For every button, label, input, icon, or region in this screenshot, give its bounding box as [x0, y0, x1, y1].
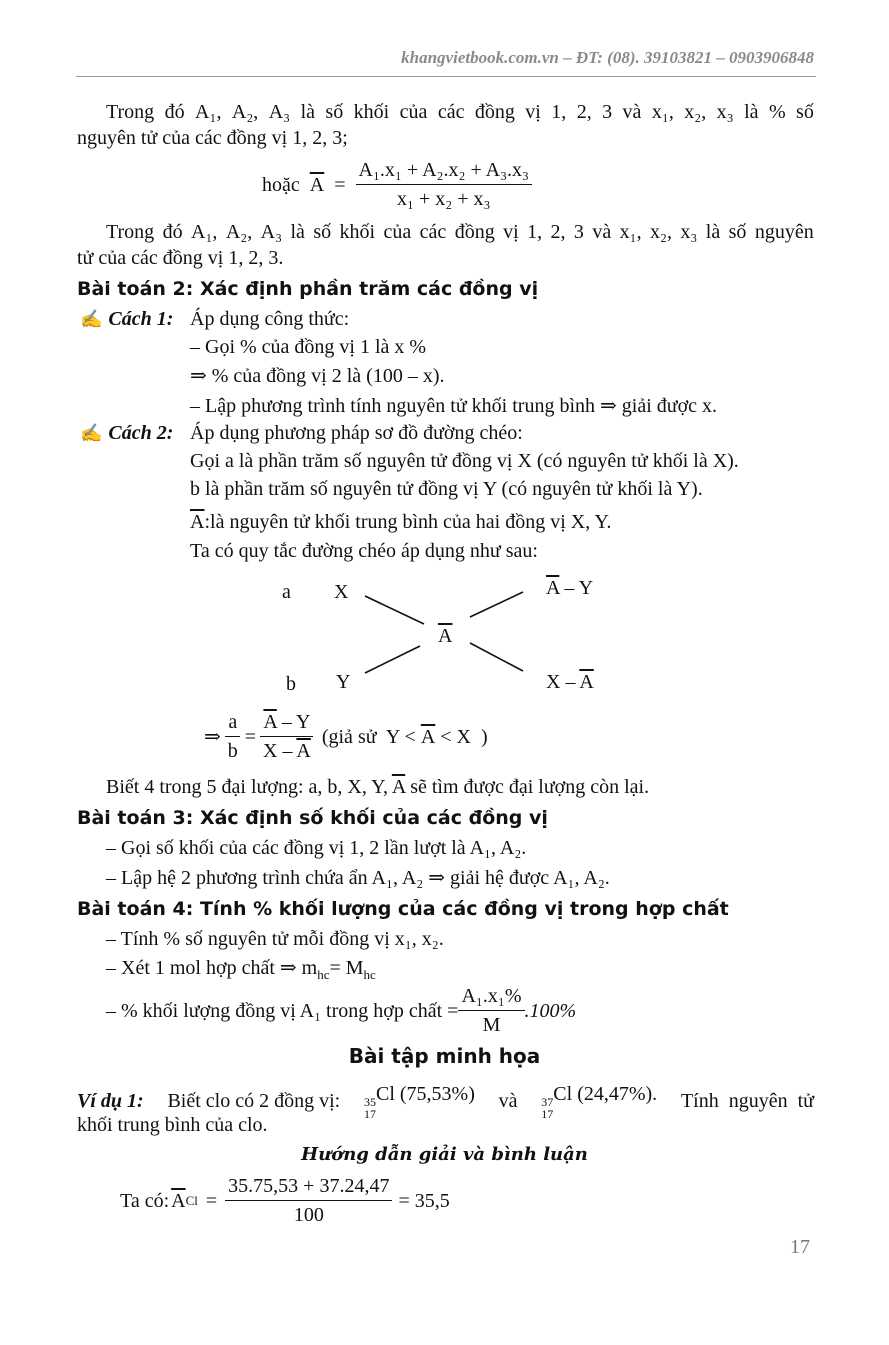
method1-step-2: ⇒ % của đồng vị 2 là (100 – x).	[190, 365, 445, 387]
ratio-rhs: $\frac{\overline{A} - Y}{X - \overline{A}}$	[260, 710, 314, 763]
page-number: 17	[790, 1236, 810, 1258]
mass-percent-fraction: $\frac{\text{A₁.x₁\%}}{M}$	[458, 984, 524, 1037]
page-header: khangvietbook.com.vn – ĐT: (08). 39103821 – 0903906848	[401, 48, 814, 67]
solution-calc: Ta có: $\overline{A}$ Cl = $\frac{35.75,53 + 37.24,47}{100}$ = 35,5	[120, 1175, 450, 1226]
method1-label: Cách 1:	[108, 308, 174, 330]
method1-desc: Áp dụng công thức:	[190, 308, 350, 330]
abar-symbol: $\overline{A}$	[309, 173, 325, 196]
method2-line-2: b là phần trăm số nguyên tử đồng vị Y (có nguyên tử khối là Y).	[190, 478, 703, 500]
problem2-title: Bài toán 2: Xác định phần trăm các đồng vị	[77, 278, 539, 300]
diagram-top-right: $\overline{A}$ – Y	[546, 577, 594, 599]
example1-line-2: khối trung bình của clo.	[77, 1114, 268, 1136]
diagram-line-bottom-right	[470, 643, 523, 671]
ratio-formula: ⇒ $\frac{a}{b}$ = $\frac{\overline{A} - Y}{X - \overline{A}}$ (giả sử Y < $\overline{A}$ < X )	[204, 711, 488, 762]
pen-icon: ✍	[80, 309, 103, 329]
example1-line-1: Ví dụ 1: Biết clo có 2 đồng vị: 35 17 Cl (75,53%) và 37 17 Cl (24,47%). Tính nguyên tử	[77, 1083, 814, 1121]
method1-step-1: – Gọi % của đồng vị 1 là x %	[190, 336, 427, 358]
rule-intro: Ta có quy tắc đường chéo áp dụng như sau:	[190, 540, 538, 562]
problem3-step-1: – Gọi số khối của các đồng vị 1, 2 lần lượt là A₁, A₂.	[106, 837, 527, 859]
diagram-Y: Y	[336, 671, 351, 693]
isotope-cl37: 37 17 Cl (24,47%).	[541, 1083, 658, 1121]
pen-icon: ✍	[80, 423, 103, 443]
diagram-line-top-right	[470, 592, 523, 617]
problem3-title: Bài toán 3: Xác định số khối của các đồng vị	[77, 807, 548, 829]
section-title: Bài tập minh họa	[348, 1044, 541, 1068]
diagram-line-top-left	[365, 596, 424, 624]
problem4-title: Bài toán 4: Tính % khối lượng của các đồng vị trong hợp chất	[77, 898, 729, 920]
method2-desc: Áp dụng phương pháp sơ đồ đường chéo:	[190, 422, 523, 444]
diagram-bottom-right: X – $\overline{A}$	[546, 671, 594, 693]
method2-label: Cách 2:	[108, 422, 174, 444]
intro-line-3: Trong đó A₁, A₂, A₃ là số khối của các đồng vị 1, 2, 3 và x₁, x₂, x₃ là số nguyên	[106, 221, 814, 243]
diagram-b: b	[286, 673, 296, 695]
solution-title: Hướng dẫn giải và bình luận	[301, 1144, 588, 1165]
diagram-line-bottom-left	[365, 646, 420, 673]
problem3-step-2: – Lập hệ 2 phương trình chứa ẩn A₁, A₂ ⇒ giải hệ được A₁, A₂.	[106, 867, 610, 889]
example1-label: Ví dụ 1:	[77, 1090, 144, 1112]
formula-denominator: x₁ + x₂ + x₃	[397, 188, 491, 210]
calc-fraction: $\frac{35.75,53 + 37.24,47}{100}$	[225, 1174, 392, 1227]
problem4-step-3: – % khối lượng đồng vị A₁ trong hợp chất = $\frac{\text{A₁.x₁\%}}{M}$ .100%	[106, 985, 577, 1036]
diagram-X: X	[334, 581, 349, 603]
intro-line-4: tử của các đồng vị 1, 2, 3.	[77, 247, 284, 269]
intro-line-1: Trong đó A₁, A₂, A₃ là số khối của các đồng vị 1, 2, 3 và x₁, x₂, x₃ là % số	[106, 101, 814, 123]
problem4-step-1: – Tính % số nguyên tử mỗi đồng vị x₁, x₂.	[106, 928, 444, 950]
diagram-center: $\overline{A}$	[438, 625, 453, 647]
method2-line-1: Gọi a là phần trăm số nguyên tử đồng vị X (có nguyên tử khối là X).	[190, 450, 739, 472]
abar-definition: $\overline{A}:là$ nguyên tử khối trung bình của hai đồng vị X, Y.	[190, 511, 612, 533]
or-label: hoặc	[262, 173, 300, 196]
diagram-a: a	[282, 581, 291, 603]
problem2-conclusion: Biết 4 trong 5 đại lượng: a, b, X, Y, $\overline{A}$ sẽ tìm được đại lượng còn lại.	[106, 776, 650, 798]
isotope-cl35: 35 17 Cl (75,53%)	[363, 1083, 475, 1121]
intro-line-2: nguyên tử của các đồng vị 1, 2, 3;	[77, 127, 348, 149]
ratio-ab: $\frac{a}{b}$	[225, 710, 241, 763]
problem4-step-2: – Xét 1 mol hợp chất ⇒ $m_{hc}= M_{hc}$	[106, 957, 376, 982]
method1-step-3: – Lập phương trình tính nguyên tử khối trung bình ⇒ giải được x.	[190, 395, 718, 417]
formula-numerator: A₁.x₁ + A₂.x₂ + A₃.x₃	[356, 158, 533, 185]
average-mass-formula: hoặc $\overline{A}$ = $\frac{\text{A₁.x₁ + A₂.x₂ + A₃.x₃}}{\text{x₁ + x₂ + x₃}}$	[262, 158, 532, 211]
